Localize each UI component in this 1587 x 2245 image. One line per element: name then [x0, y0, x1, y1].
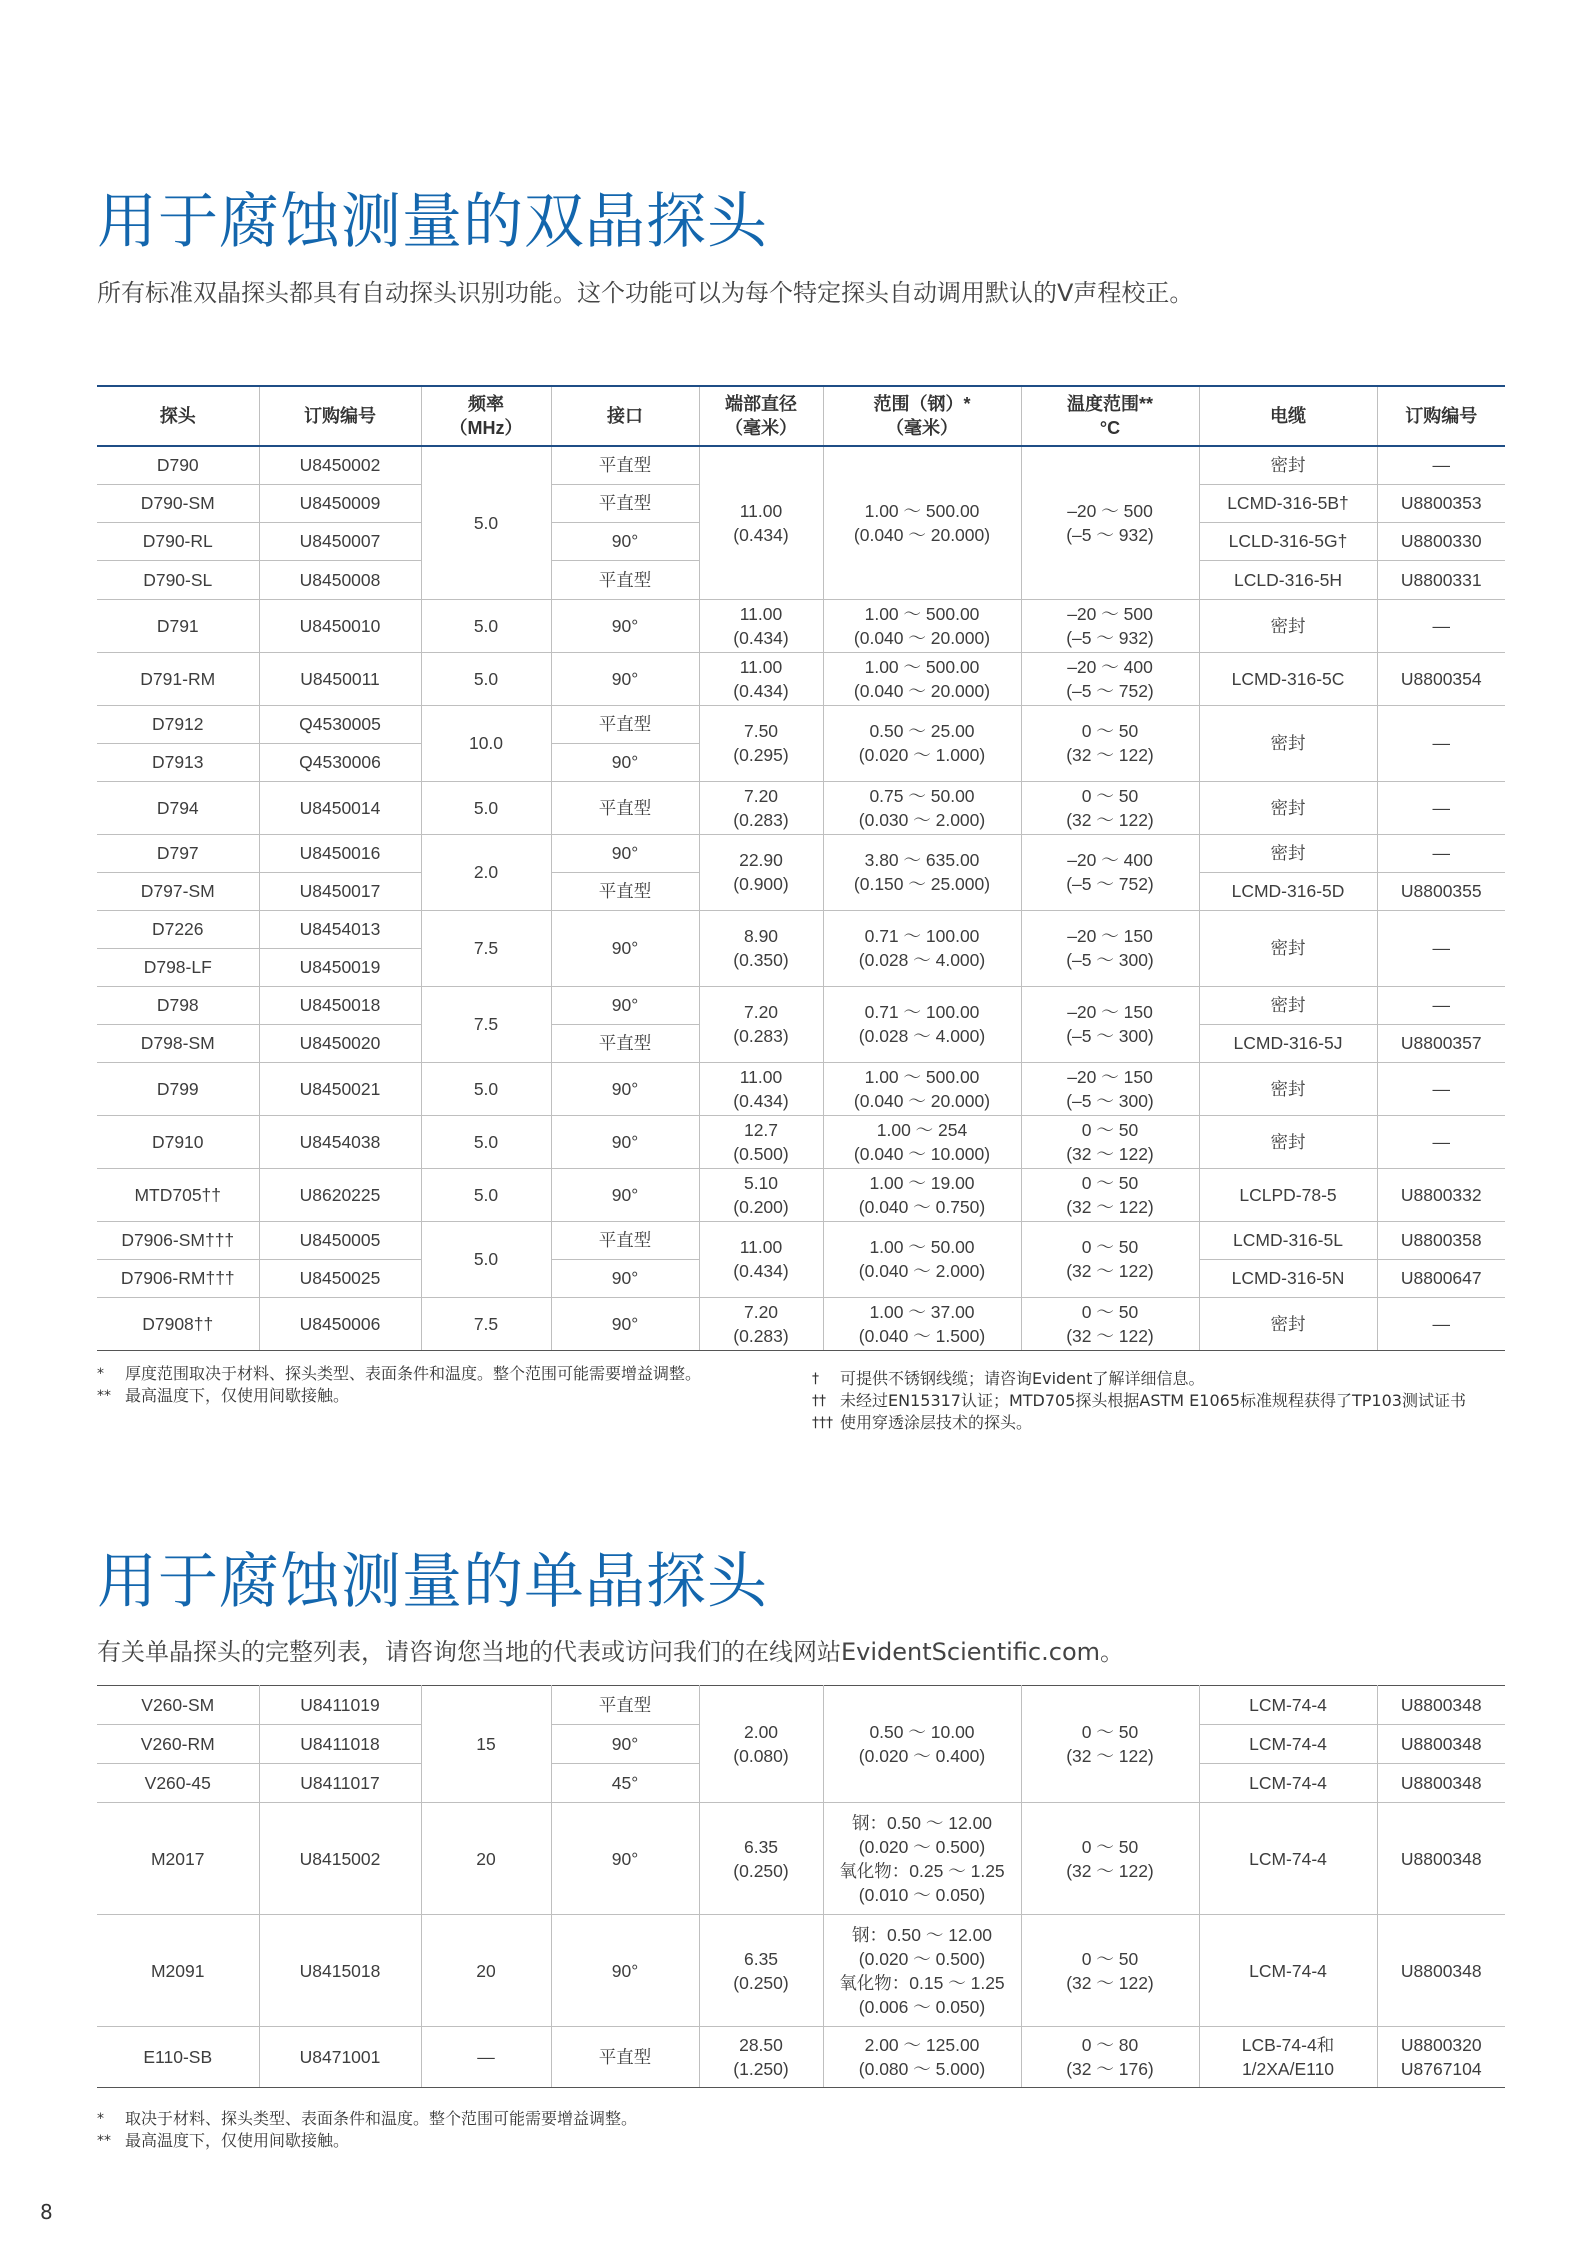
- tip-cell: 7.20 (0.283): [699, 1297, 823, 1350]
- freq-cell: —: [421, 2027, 551, 2088]
- footnote-mark: ††: [812, 1393, 826, 1409]
- cable-order-cell: U8800354: [1377, 652, 1505, 705]
- probe-cell: E110-SB: [97, 2027, 259, 2088]
- footnote-text: 厚度范围取决于材料、探头类型、表面条件和温度。整个范围可能需要增益调整。: [125, 1364, 702, 1383]
- cable-cell: 密封: [1199, 599, 1377, 652]
- header-cell: 订购编号: [259, 386, 421, 446]
- cable-order-cell: U8800330: [1377, 522, 1505, 560]
- cable-cell: 密封: [1199, 1062, 1377, 1115]
- order-cell: U8450009: [259, 484, 421, 522]
- freq-cell: 10.0: [421, 705, 551, 781]
- order-cell: U8450017: [259, 872, 421, 910]
- tip-cell: 2.00 (0.080): [699, 1686, 823, 1803]
- order-cell: U8450019: [259, 948, 421, 986]
- cable-order-cell: —: [1377, 1115, 1505, 1168]
- connector-cell: 90°: [551, 834, 699, 872]
- temp-cell: –20 ～ 150 (–5 ～ 300): [1021, 986, 1199, 1062]
- order-cell: U8450016: [259, 834, 421, 872]
- order-cell: U8450011: [259, 652, 421, 705]
- cable-cell: 密封: [1199, 1115, 1377, 1168]
- range-cell: 1.00 ～ 37.00 (0.040 ～ 1.500): [823, 1297, 1021, 1350]
- freq-cell: 7.5: [421, 910, 551, 986]
- cable-order-cell: U8800647: [1377, 1259, 1505, 1297]
- probe-cell: D798-LF: [97, 948, 259, 986]
- order-cell: U8415002: [259, 1803, 421, 1915]
- order-cell: U8454038: [259, 1115, 421, 1168]
- connector-cell: 平直型: [551, 1221, 699, 1259]
- header-cell: 端部直径 （毫米）: [699, 386, 823, 446]
- connector-cell: 平直型: [551, 1024, 699, 1062]
- tip-cell: 6.35 (0.250): [699, 1915, 823, 2027]
- range-cell: 1.00 ～ 500.00 (0.040 ～ 20.000): [823, 446, 1021, 599]
- footnote-text: 未经过EN15317认证；MTD705探头根据ASTM E1065标准规程获得了TP103测试证书: [840, 1391, 1466, 1410]
- connector-cell: 90°: [551, 1725, 699, 1764]
- cable-order-cell: U8800348: [1377, 1686, 1505, 1725]
- table-row: [97, 910, 1505, 948]
- cable-order-cell: U8800358: [1377, 1221, 1505, 1259]
- connector-cell: 90°: [551, 743, 699, 781]
- header-cell: 探头: [97, 386, 259, 446]
- footnote-text: 最高温度下，仅使用间歇接触。: [125, 1386, 350, 1405]
- tip-cell: 7.20 (0.283): [699, 781, 823, 834]
- probe-cell: D790-RL: [97, 522, 259, 560]
- cable-order-cell: U8800348: [1377, 1725, 1505, 1764]
- order-cell: U8450020: [259, 1024, 421, 1062]
- cable-order-cell: U8800348: [1377, 1803, 1505, 1915]
- range-cell: 1.00 ～ 500.00 (0.040 ～ 20.000): [823, 599, 1021, 652]
- footnote-mark: *: [97, 1366, 104, 1382]
- table-row: [97, 1686, 1505, 1725]
- cable-cell: 密封: [1199, 986, 1377, 1024]
- freq-cell: 5.0: [421, 781, 551, 834]
- footnote: [97, 1363, 797, 1385]
- section2-notes: [97, 2108, 997, 2152]
- order-cell: U8450010: [259, 599, 421, 652]
- tip-cell: 8.90 (0.350): [699, 910, 823, 986]
- table-row: [97, 1168, 1505, 1221]
- range-cell: 钢：0.50 ～ 12.00 (0.020 ～ 0.500) 氧化物：0.15 ～ 1.25 (0.006 ～ 0.050): [823, 1915, 1021, 2027]
- connector-cell: 平直型: [551, 2027, 699, 2088]
- dual-probe-table: [97, 385, 1505, 1351]
- cable-cell: 密封: [1199, 781, 1377, 834]
- connector-cell: 平直型: [551, 781, 699, 834]
- connector-cell: 45°: [551, 1764, 699, 1803]
- cable-cell: 密封: [1199, 910, 1377, 986]
- tip-cell: 11.00 (0.434): [699, 1221, 823, 1297]
- probe-cell: D7906-RM†††: [97, 1259, 259, 1297]
- connector-cell: 90°: [551, 599, 699, 652]
- range-cell: 1.00 ～ 500.00 (0.040 ～ 20.000): [823, 1062, 1021, 1115]
- footnote-text: 可提供不锈钢线缆；请咨询Evident了解详细信息。: [840, 1369, 1205, 1388]
- order-cell: U8450025: [259, 1259, 421, 1297]
- cable-order-cell: U8800357: [1377, 1024, 1505, 1062]
- freq-cell: 20: [421, 1803, 551, 1915]
- temp-cell: 0 ～ 50 (32 ～ 122): [1021, 1221, 1199, 1297]
- range-cell: 0.71 ～ 100.00 (0.028 ～ 4.000): [823, 986, 1021, 1062]
- footnote: [97, 2108, 997, 2130]
- tip-cell: 11.00 (0.434): [699, 446, 823, 599]
- range-cell: 0.50 ～ 25.00 (0.020 ～ 1.000): [823, 705, 1021, 781]
- section2-subtitle: 有关单晶探头的完整列表，请咨询您当地的代表或访问我们的在线网站EvidentScientific.com。: [97, 1638, 1125, 1666]
- tip-cell: 6.35 (0.250): [699, 1803, 823, 1915]
- cable-cell: LCM-74-4: [1199, 1764, 1377, 1803]
- tip-cell: 12.7 (0.500): [699, 1115, 823, 1168]
- order-cell: U8450014: [259, 781, 421, 834]
- probe-cell: D798-SM: [97, 1024, 259, 1062]
- temp-cell: 0 ～ 80 (32 ～ 176): [1021, 2027, 1199, 2088]
- footnote-mark: †: [812, 1371, 819, 1387]
- connector-cell: 90°: [551, 1915, 699, 2027]
- footnote-mark: †††: [812, 1415, 833, 1431]
- cable-order-cell: —: [1377, 446, 1505, 484]
- range-cell: 0.71 ～ 100.00 (0.028 ～ 4.000): [823, 910, 1021, 986]
- freq-cell: 5.0: [421, 1115, 551, 1168]
- section2-title: 用于腐蚀测量的单晶探头: [97, 1547, 768, 1617]
- temp-cell: –20 ～ 400 (–5 ～ 752): [1021, 652, 1199, 705]
- page-number: 8: [40, 2200, 53, 2224]
- probe-cell: V260-SM: [97, 1686, 259, 1725]
- cable-cell: LCMD-316-5L: [1199, 1221, 1377, 1259]
- connector-cell: 90°: [551, 1115, 699, 1168]
- order-cell: U8454013: [259, 910, 421, 948]
- freq-cell: 7.5: [421, 1297, 551, 1350]
- table-row: [97, 446, 1505, 484]
- cable-cell: LCM-74-4: [1199, 1915, 1377, 2027]
- footnote-mark: *: [97, 2111, 104, 2127]
- connector-cell: 90°: [551, 1297, 699, 1350]
- table-row: [97, 781, 1505, 834]
- freq-cell: 15: [421, 1686, 551, 1803]
- cable-order-cell: U8800331: [1377, 560, 1505, 599]
- temp-cell: 0 ～ 50 (32 ～ 122): [1021, 705, 1199, 781]
- table-row: [97, 705, 1505, 743]
- tip-cell: 7.20 (0.283): [699, 986, 823, 1062]
- range-cell: 1.00 ～ 19.00 (0.040 ～ 0.750): [823, 1168, 1021, 1221]
- tip-cell: 11.00 (0.434): [699, 599, 823, 652]
- probe-cell: M2017: [97, 1803, 259, 1915]
- cable-cell: LCM-74-4: [1199, 1803, 1377, 1915]
- cable-order-cell: U8800348: [1377, 1764, 1505, 1803]
- tip-cell: 11.00 (0.434): [699, 1062, 823, 1115]
- cable-order-cell: U8800355: [1377, 872, 1505, 910]
- cable-order-cell: —: [1377, 1062, 1505, 1115]
- probe-cell: V260-45: [97, 1764, 259, 1803]
- cable-cell: LCB-74-4和 1/2XA/E110: [1199, 2027, 1377, 2088]
- cable-cell: 密封: [1199, 446, 1377, 484]
- section1-notes-right: [812, 1368, 1512, 1434]
- connector-cell: 平直型: [551, 1686, 699, 1725]
- temp-cell: 0 ～ 50 (32 ～ 122): [1021, 1803, 1199, 1915]
- tip-cell: 28.50 (1.250): [699, 2027, 823, 2088]
- temp-cell: 0 ～ 50 (32 ～ 122): [1021, 1297, 1199, 1350]
- range-cell: 钢：0.50 ～ 12.00 (0.020 ～ 0.500) 氧化物：0.25 ～ 1.25 (0.010 ～ 0.050): [823, 1803, 1021, 1915]
- cable-cell: LCMD-316-5N: [1199, 1259, 1377, 1297]
- table-row: [97, 1115, 1505, 1168]
- cable-cell: LCLD-316-5H: [1199, 560, 1377, 599]
- freq-cell: 5.0: [421, 1062, 551, 1115]
- cable-cell: 密封: [1199, 705, 1377, 781]
- probe-cell: D7913: [97, 743, 259, 781]
- cable-cell: LCMD-316-5J: [1199, 1024, 1377, 1062]
- order-cell: Q4530006: [259, 743, 421, 781]
- temp-cell: –20 ～ 400 (–5 ～ 752): [1021, 834, 1199, 910]
- freq-cell: 5.0: [421, 446, 551, 599]
- connector-cell: 平直型: [551, 705, 699, 743]
- probe-cell: V260-RM: [97, 1725, 259, 1764]
- connector-cell: 平直型: [551, 484, 699, 522]
- connector-cell: 90°: [551, 1259, 699, 1297]
- tip-cell: 7.50 (0.295): [699, 705, 823, 781]
- cable-order-cell: —: [1377, 834, 1505, 872]
- header-cell: 电缆: [1199, 386, 1377, 446]
- freq-cell: 5.0: [421, 1168, 551, 1221]
- probe-cell: D797-SM: [97, 872, 259, 910]
- footnote: [812, 1368, 1512, 1390]
- table-row: [97, 834, 1505, 872]
- probe-cell: M2091: [97, 1915, 259, 2027]
- header-cell: 订购编号: [1377, 386, 1505, 446]
- order-cell: U8450005: [259, 1221, 421, 1259]
- single-probe-table: [97, 1685, 1505, 2088]
- footnote: [97, 2130, 997, 2152]
- temp-cell: 0 ～ 50 (32 ～ 122): [1021, 1115, 1199, 1168]
- range-cell: 2.00 ～ 125.00 (0.080 ～ 5.000): [823, 2027, 1021, 2088]
- order-cell: U8411017: [259, 1764, 421, 1803]
- footnote: [812, 1412, 1512, 1434]
- freq-cell: 7.5: [421, 986, 551, 1062]
- connector-cell: 90°: [551, 1803, 699, 1915]
- cable-cell: LCMD-316-5D: [1199, 872, 1377, 910]
- range-cell: 1.00 ～ 500.00 (0.040 ～ 20.000): [823, 652, 1021, 705]
- tip-cell: 11.00 (0.434): [699, 652, 823, 705]
- order-cell: U8411019: [259, 1686, 421, 1725]
- probe-cell: D7906-SM†††: [97, 1221, 259, 1259]
- footnote-mark: **: [97, 1388, 111, 1404]
- probe-cell: D798: [97, 986, 259, 1024]
- freq-cell: 20: [421, 1915, 551, 2027]
- freq-cell: 5.0: [421, 652, 551, 705]
- cable-order-cell: U8800348: [1377, 1915, 1505, 2027]
- table-row: [97, 1915, 1505, 2027]
- probe-cell: D799: [97, 1062, 259, 1115]
- footnote: [97, 1385, 797, 1407]
- probe-cell: D7912: [97, 705, 259, 743]
- cable-order-cell: —: [1377, 986, 1505, 1024]
- probe-cell: D794: [97, 781, 259, 834]
- footnote-text: 使用穿透涂层技术的探头。: [840, 1413, 1033, 1432]
- connector-cell: 90°: [551, 1062, 699, 1115]
- probe-cell: D797: [97, 834, 259, 872]
- probe-cell: MTD705††: [97, 1168, 259, 1221]
- temp-cell: –20 ～ 500 (–5 ～ 932): [1021, 599, 1199, 652]
- order-cell: U8415018: [259, 1915, 421, 2027]
- table-row: [97, 986, 1505, 1024]
- table-header-row: [97, 386, 1505, 446]
- probe-cell: D790-SL: [97, 560, 259, 599]
- temp-cell: 0 ～ 50 (32 ～ 122): [1021, 1686, 1199, 1803]
- table-row: [97, 2027, 1505, 2088]
- probe-cell: D7910: [97, 1115, 259, 1168]
- footnote-mark: **: [97, 2133, 111, 2149]
- order-cell: U8471001: [259, 2027, 421, 2088]
- freq-cell: 5.0: [421, 1221, 551, 1297]
- cable-order-cell: —: [1377, 705, 1505, 781]
- order-cell: U8620225: [259, 1168, 421, 1221]
- freq-cell: 2.0: [421, 834, 551, 910]
- header-cell: 频率 （MHz）: [421, 386, 551, 446]
- range-cell: 0.75 ～ 50.00 (0.030 ～ 2.000): [823, 781, 1021, 834]
- cable-cell: LCMD-316-5C: [1199, 652, 1377, 705]
- table-row: [97, 599, 1505, 652]
- connector-cell: 90°: [551, 1168, 699, 1221]
- order-cell: U8411018: [259, 1725, 421, 1764]
- temp-cell: 0 ～ 50 (32 ～ 122): [1021, 1915, 1199, 2027]
- footnote-text: 取决于材料、探头类型、表面条件和温度。整个范围可能需要增益调整。: [125, 2109, 638, 2128]
- order-cell: Q4530005: [259, 705, 421, 743]
- connector-cell: 90°: [551, 910, 699, 986]
- cable-order-cell: —: [1377, 910, 1505, 986]
- probe-cell: D7908††: [97, 1297, 259, 1350]
- probe-cell: D791-RM: [97, 652, 259, 705]
- order-cell: U8450018: [259, 986, 421, 1024]
- probe-cell: D790-SM: [97, 484, 259, 522]
- cable-order-cell: —: [1377, 1297, 1505, 1350]
- tip-cell: 22.90 (0.900): [699, 834, 823, 910]
- range-cell: 1.00 ～ 254 (0.040 ～ 10.000): [823, 1115, 1021, 1168]
- connector-cell: 平直型: [551, 560, 699, 599]
- table-row: [97, 1297, 1505, 1350]
- connector-cell: 90°: [551, 986, 699, 1024]
- header-cell: 接口: [551, 386, 699, 446]
- connector-cell: 90°: [551, 652, 699, 705]
- cable-cell: 密封: [1199, 1297, 1377, 1350]
- temp-cell: –20 ～ 150 (–5 ～ 300): [1021, 910, 1199, 986]
- cable-cell: LCMD-316-5B†: [1199, 484, 1377, 522]
- section1-title: 用于腐蚀测量的双晶探头: [97, 187, 768, 257]
- range-cell: 1.00 ～ 50.00 (0.040 ～ 2.000): [823, 1221, 1021, 1297]
- order-cell: U8450008: [259, 560, 421, 599]
- probe-cell: D790: [97, 446, 259, 484]
- temp-cell: 0 ～ 50 (32 ～ 122): [1021, 781, 1199, 834]
- section1-subtitle: 所有标准双晶探头都具有自动探头识别功能。这个功能可以为每个特定探头自动调用默认的V声程校正。: [97, 279, 1194, 307]
- cable-cell: LCM-74-4: [1199, 1686, 1377, 1725]
- footnote: [812, 1390, 1512, 1412]
- temp-cell: 0 ～ 50 (32 ～ 122): [1021, 1168, 1199, 1221]
- table-row: [97, 1803, 1505, 1915]
- connector-cell: 90°: [551, 522, 699, 560]
- range-cell: 3.80 ～ 635.00 (0.150 ～ 25.000): [823, 834, 1021, 910]
- table-row: [97, 652, 1505, 705]
- tip-cell: 5.10 (0.200): [699, 1168, 823, 1221]
- cable-order-cell: —: [1377, 781, 1505, 834]
- cable-order-cell: U8800320 U8767104: [1377, 2027, 1505, 2088]
- probe-cell: D7226: [97, 910, 259, 948]
- order-cell: U8450006: [259, 1297, 421, 1350]
- header-cell: 温度范围** °C: [1021, 386, 1199, 446]
- section1-notes-left: [97, 1363, 797, 1407]
- temp-cell: –20 ～ 500 (–5 ～ 932): [1021, 446, 1199, 599]
- cable-cell: LCM-74-4: [1199, 1725, 1377, 1764]
- freq-cell: 5.0: [421, 599, 551, 652]
- table-row: [97, 1221, 1505, 1259]
- cable-order-cell: U8800332: [1377, 1168, 1505, 1221]
- footnote-text: 最高温度下，仅使用间歇接触。: [125, 2131, 350, 2150]
- cable-cell: LCLD-316-5G†: [1199, 522, 1377, 560]
- range-cell: 0.50 ～ 10.00 (0.020 ～ 0.400): [823, 1686, 1021, 1803]
- cable-cell: LCLPD-78-5: [1199, 1168, 1377, 1221]
- probe-cell: D791: [97, 599, 259, 652]
- temp-cell: –20 ～ 150 (–5 ～ 300): [1021, 1062, 1199, 1115]
- connector-cell: 平直型: [551, 446, 699, 484]
- cable-cell: 密封: [1199, 834, 1377, 872]
- header-cell: 范围（钢）* （毫米）: [823, 386, 1021, 446]
- table-row: [97, 1062, 1505, 1115]
- order-cell: U8450007: [259, 522, 421, 560]
- connector-cell: 平直型: [551, 872, 699, 910]
- cable-order-cell: U8800353: [1377, 484, 1505, 522]
- order-cell: U8450021: [259, 1062, 421, 1115]
- order-cell: U8450002: [259, 446, 421, 484]
- cable-order-cell: —: [1377, 599, 1505, 652]
